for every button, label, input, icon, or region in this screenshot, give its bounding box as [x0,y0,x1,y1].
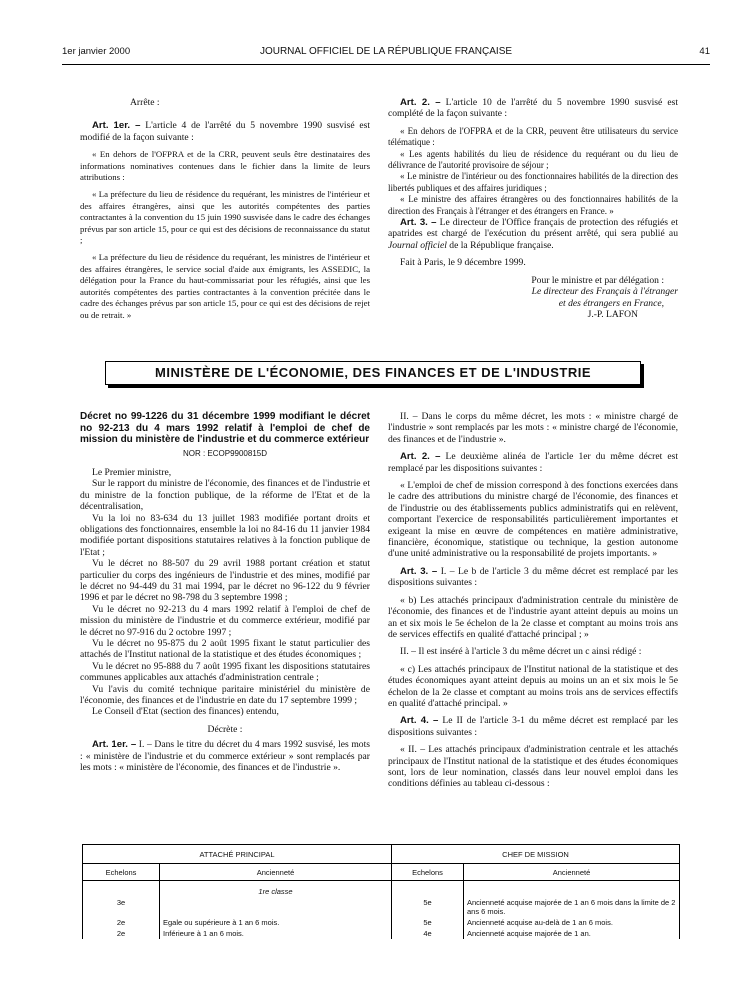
quote: « L'emploi de chef de mission correspond à des fonctions exercées dans le cadre des attributions du ministre chargé de l'économie, des finances et de l'industrie ou des établissements publics administratifs qui en relèvent, comportant l'exercice de responsabilités particulièrement importantes et exigeant la mise en œuvre de compétences en matière administrative, financière, économique, statistique ou technique, la gestion autonome d'une unité administrative ou la responsabilité de projets importants. » [388,480,678,560]
paragraph: Le Conseil d'Etat (section des finances) entendu, [92,706,279,718]
article-1: Art. 1er. – I. – Dans le titre du décret du 4 mars 1992 susvisé, les mots : « ministère de l'industrie et du commerce extérieur » sont remplacés par les mots : « ministère de l'économie, des finances et de l'industrie ». [80,739,370,774]
page-header [62,46,710,60]
group-header-chef: CHEF DE MISSION [392,845,680,864]
quote: « c) Les attachés principaux de l'Institut national de la statistique et des études économiques ayant atteint depuis au moins un an et six mois le 5e échelon de la 2e classe et comptant au moins trois ans de services effectifs en qualité d'attaché principal. » [388,663,678,709]
col-header-anciennete: Ancienneté [160,864,392,881]
anciennete-cell: Ancienneté acquise majorée de 1 an 6 mois dans la limite de 2 ans 6 mois. [464,897,680,917]
quote: « Le ministre de l'intérieur ou des fonctionnaires habilités de la direction des libertés publiques et des affaires juridiques ; [388,171,678,193]
journal-title: JOURNAL OFFICIEL DE LA RÉPUBLIQUE FRANÇAISE [259,46,513,57]
article-3: Art. 3. – Le directeur de l'Office français de protection des réfugiés et apatrides est chargé de l'exécution du présent arrêté, qui sera publié au Journal officiel de la République française. [388,217,678,251]
arrete-label: Arrête : [130,97,160,108]
quote: « En dehors de l'OFPRA et de la CRR, peuvent seuls être destinataires des informations nominatives contenues dans le fichier dans la limite de leurs attributions : [80,149,370,183]
right-column [388,411,678,790]
anciennete-cell [160,897,392,917]
decret-title: Décret no 99-1226 du 31 décembre 1999 modifiant le décret no 92-213 du 4 mars 1992 relatif à l'emploi de chef de mission du ministère de l'industrie et du commerce extérieur [80,411,370,445]
echelon-cell: 4e [392,928,464,939]
col-header-echelons: Echelons [392,864,464,881]
quote: « La préfecture du lieu de résidence du requérant, les ministres de l'intérieur et des affaires étrangères, le service social d'aide aux émigrants, les ASSEDIC, la délégation pour la France du haut-commissariat pour les réfugiés, ainsi que les autorités compétentes des parties contractantes à la convention précitée dans le cadre des échanges prévus par son article 15, pour ce qui est des décisions de rejet ou de retrait. » [80,252,370,320]
article-1: Art. 1er. – L'article 4 de l'arrêté du 5 novembre 1990 susvisé est modifié de la façon suivante : [80,120,370,143]
table-row [83,928,680,939]
group-header-attache: ATTACHÉ PRINCIPAL [83,845,392,864]
paragraph: Vu le décret no 88-507 du 29 avril 1988 portant création et statut particulier du corps des ingénieurs de l'industrie et des mines, modifié par le décret no 94-449 du 31 mai 1994, par le décret no 96-122 du 9 février 1996 et par le décret no 98-798 du 3 septembre 1998 ; [80,558,370,604]
decrete-label: Décrète : [207,723,243,735]
ministry-heading: MINISTÈRE DE L'ÉCONOMIE, DES FINANCES ET DE L'INDUSTRIE [105,361,641,385]
article-2: Art. 2. – L'article 10 de l'arrêté du 5 novembre 1990 susvisé est complété de la façon suivante : [388,97,678,120]
paragraph: Sur le rapport du ministre de l'économie, des finances et de l'industrie et du ministre de la fonction publique, de la réforme de l'Etat et de la décentralisation, [80,478,370,513]
article-3: Art. 3. – I. – Le b de l'article 3 du même décret est remplacé par les dispositions suivantes : [388,565,678,589]
signature-line: Pour le ministre et par délégation : [531,274,664,286]
header-rule [62,64,710,65]
echelon-cell: 3e [83,897,160,917]
signature-name: J.-P. LAFON [587,308,638,320]
classification-table [82,844,680,939]
paragraph: II. – Il est inséré à l'article 3 du même décret un c ainsi rédigé : [400,646,642,658]
paragraph: II. – Dans le corps du même décret, les mots : « ministre chargé de l'industrie » sont remplacés par les mots : « ministre chargé de l'économie, des finances et de l'industrie ». [388,411,678,445]
article-4: Art. 4. – Le II de l'article 3-1 du même décret est remplacé par les dispositions suivantes : [388,715,678,738]
quote: « La préfecture du lieu de résidence du requérant, les ministres de l'intérieur et des affaires étrangères, ainsi que les autorités compétentes des parties contractantes à la convention du 15 juin 1990 susvisée dans le cadre des échanges prévus par son article 15, pour ce qui est des décisions de reconnaissance du statut ; [80,189,370,246]
fait-a-paris: Fait à Paris, le 9 décembre 1999. [400,257,526,269]
paragraph: Le Premier ministre, [92,466,172,478]
anciennete-cell: Ancienneté acquise majorée de 1 an. [464,928,680,939]
page-number: 41 [699,46,710,57]
paragraph: Vu la loi no 83-634 du 13 juillet 1983 modifiée portant droits et obligations des fonctionnaires, ensemble la loi no 84-16 du 11 janvier 1984 modifiée portant dispositions statutaires relatives à la fonction publique de l'Etat ; [80,512,370,558]
echelon-cell: 2e [83,917,160,928]
anciennete-cell: Egale ou supérieure à 1 an 6 mois. [160,917,392,928]
echelon-cell: 5e [392,917,464,928]
top-left-column [80,97,370,321]
signature-title: Le directeur des Français à l'étranger [531,286,678,298]
quote: « Le ministre des affaires étrangères ou des fonctionnaires habilités de la direction des Français à l'étranger et des étrangers en France. » [388,194,678,216]
decret-column [80,411,370,773]
table-row [83,917,680,928]
quote: « b) Les attachés principaux d'administration centrale du ministère de l'économie, des finances et de l'industrie ayant atteint depuis au moins un an et six mois le 5e échelon de la 2e classe et comptant au moins trois ans de services effectifs en qualité d'attaché principal ; » [388,594,678,640]
issue-date: 1er janvier 2000 [62,46,131,57]
nor-reference: NOR : ECOP9900815D [182,448,268,458]
paragraph: Vu le décret no 95-888 du 7 août 1995 fixant les dispositions statutaires communes applicables aux attachés d'administration centrale ; [80,660,370,684]
anciennete-cell: Ancienneté acquise au-delà de 1 an 6 mois. [464,917,680,928]
col-header-echelons: Echelons [83,864,160,881]
table-row [83,897,680,917]
quote: « II. – Les attachés principaux d'administration centrale et les attachés principaux de l'Institut national de la statistique et des études économiques sont, lors de leur nomination, classés dans leur nouvel emploi dans les conditions définies au tableau ci-dessous : [388,744,678,790]
quote: « Les agents habilités du lieu de résidence du requérant ou du lieu de délivrance de l'autorité provisoire de séjour ; [388,148,678,171]
col-header-anciennete: Ancienneté [464,864,680,881]
quote: « En dehors de l'OFPRA et de la CRR, peuvent être utilisateurs du service télématique : [388,125,678,148]
article-2: Art. 2. – Le deuxième alinéa de l'article 1er du même décret est remplacé par les dispositions suivantes : [388,451,678,474]
echelon-cell: 5e [392,897,464,917]
signature-title: et des étrangers en France, [558,297,664,309]
paragraph: Vu le décret no 92-213 du 4 mars 1992 relatif à l'emploi de chef de mission du ministère de l'industrie et du commerce extérieur, modifié par le décret no 97-916 du 2 octobre 1997 ; [80,603,370,638]
class-label: 1re classe [160,881,392,898]
echelon-cell: 2e [83,928,160,939]
top-right-column [388,97,678,320]
paragraph: Vu le décret no 95-875 du 2 août 1995 fixant le statut particulier des attachés de l'Institut national de la statistique et des études économiques ; [80,638,370,661]
anciennete-cell: Inférieure à 1 an 6 mois. [160,928,392,939]
paragraph: Vu l'avis du comité technique paritaire ministériel du ministère de l'économie, des finances et de l'industrie en date du 17 septembre 1999 ; [80,683,370,707]
